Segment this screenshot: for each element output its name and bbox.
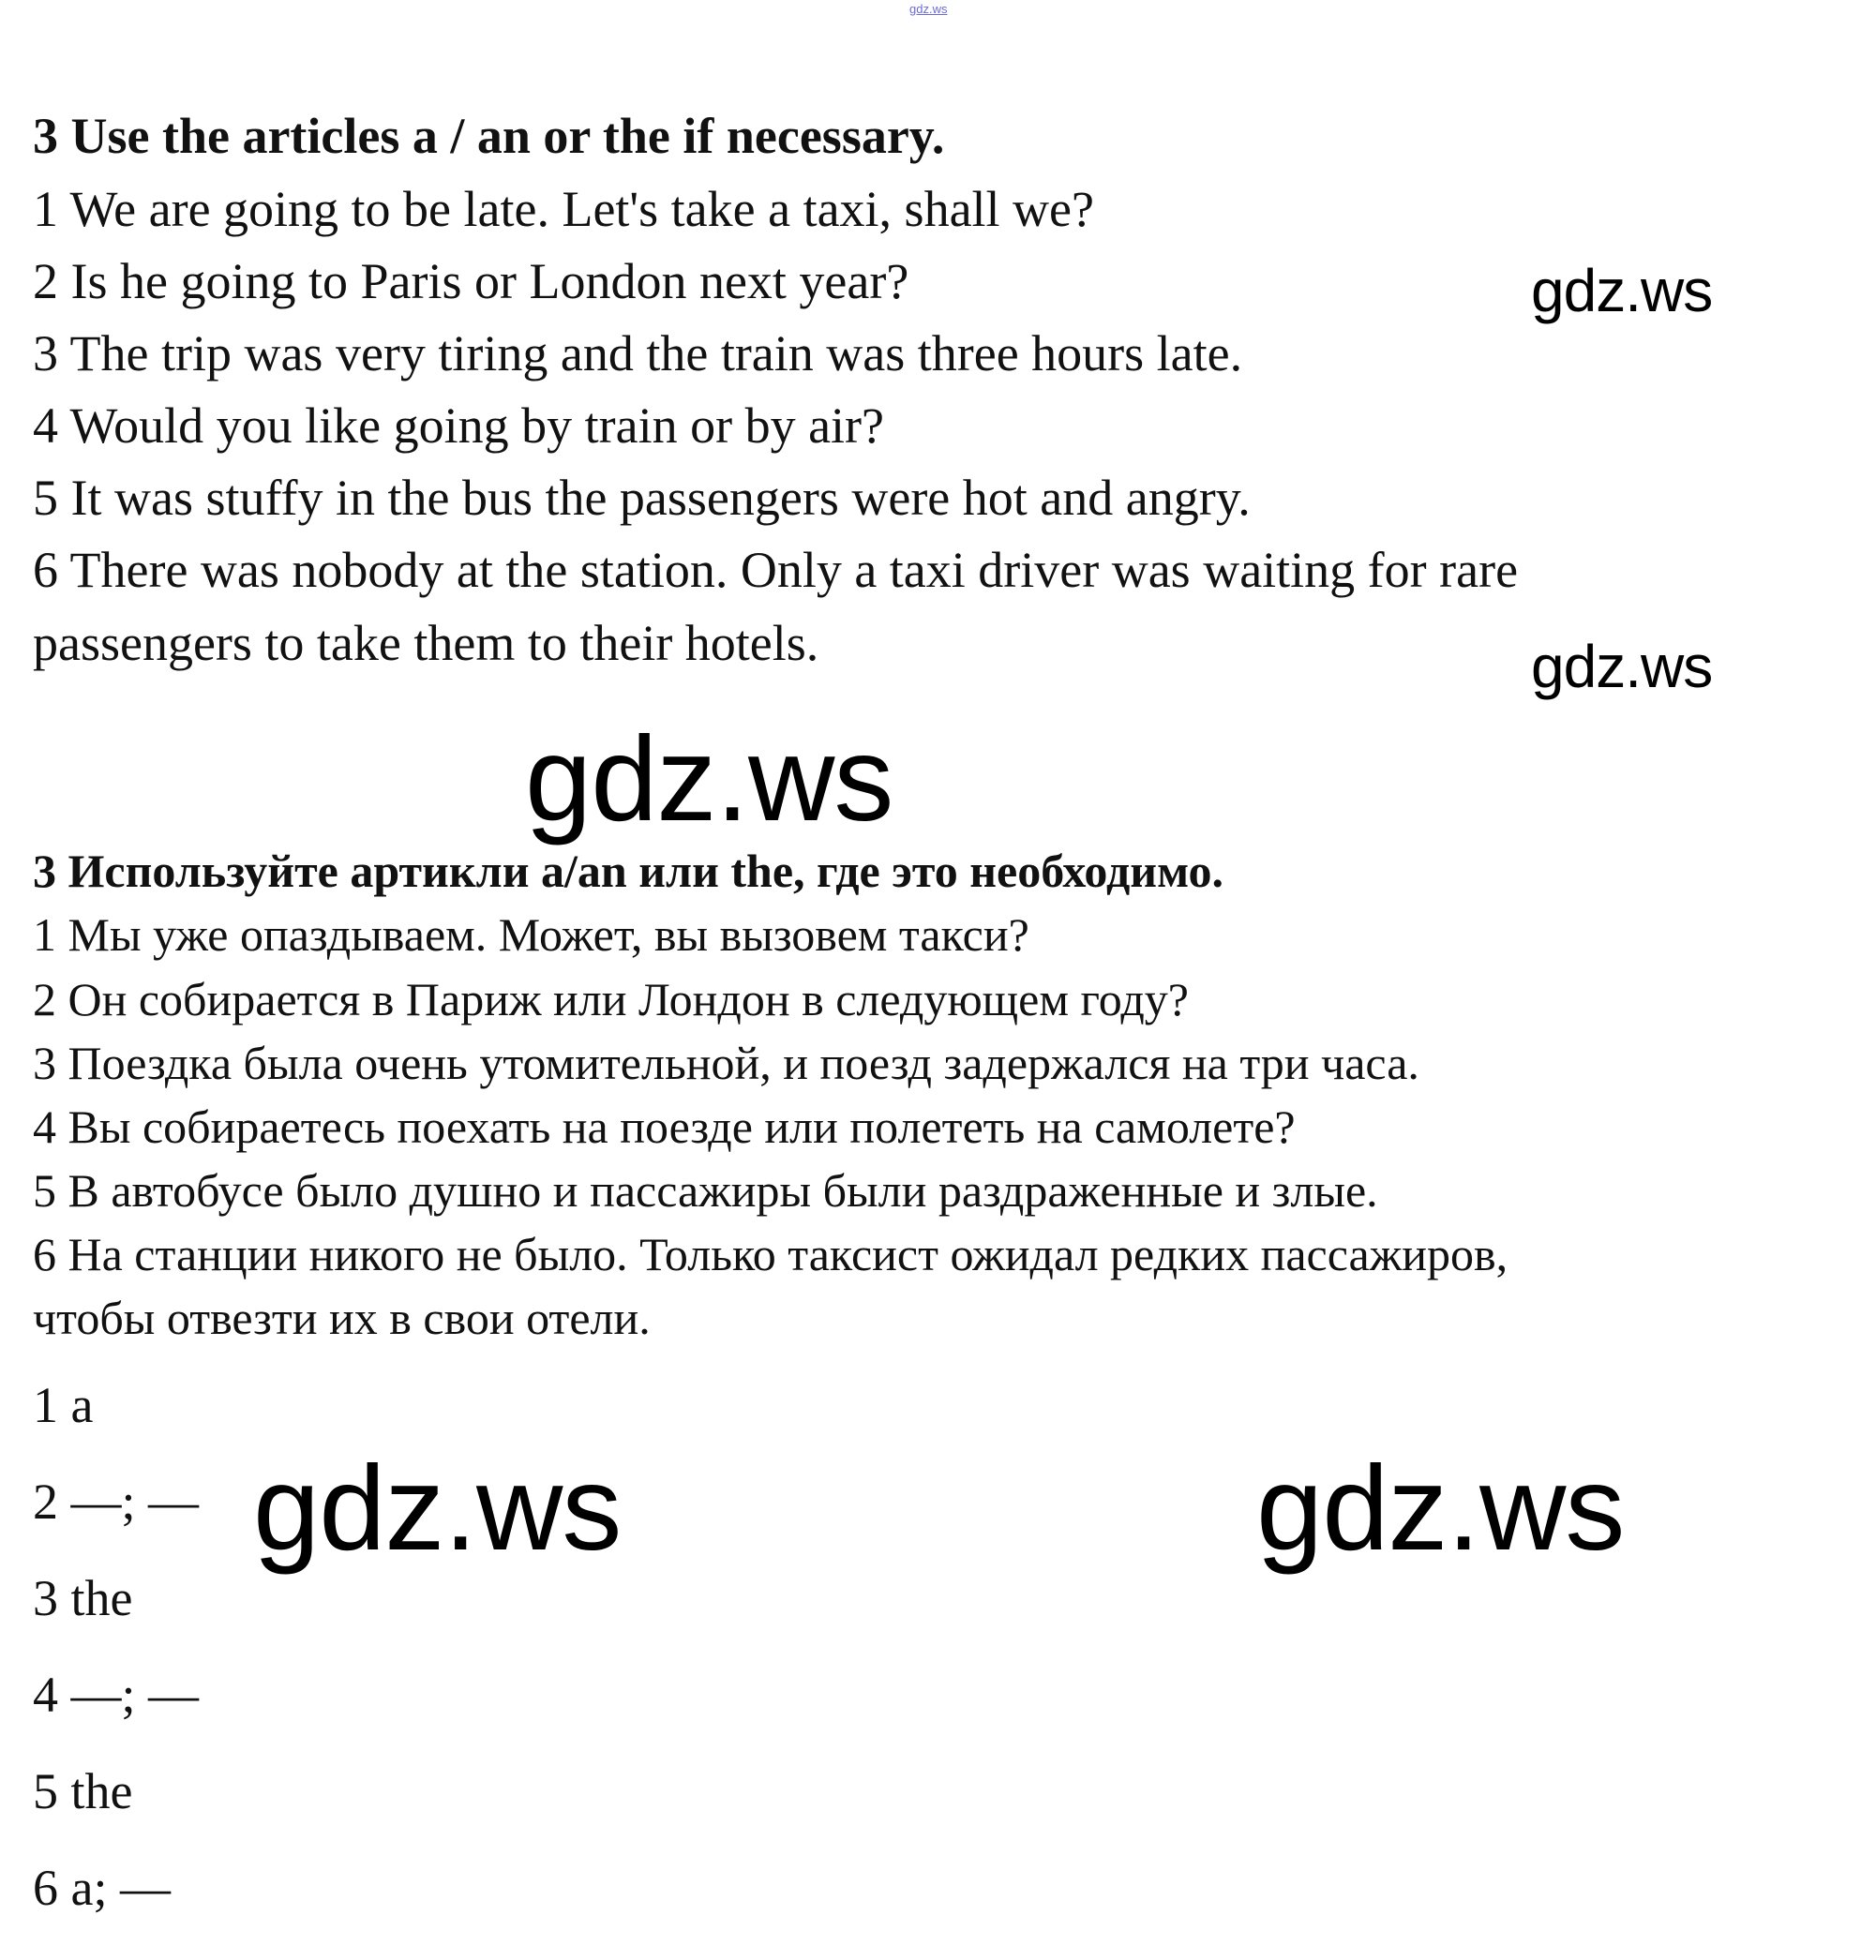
- watermark: gdz.ws: [253, 1442, 622, 1576]
- watermark: gdz.ws: [1531, 257, 1713, 324]
- answer-4: 4 —; —: [33, 1667, 200, 1723]
- exercise-heading-en: 3 Use the articles a / an or the if necessary.: [33, 108, 945, 164]
- sentence-ru-3: 3 Поездка была очень утомительной, и поезд задержался на три часа.: [33, 1037, 1419, 1089]
- sentence-en-1: 1 We are going to be late. Let's take a taxi, shall we?: [33, 181, 1094, 237]
- sentence-ru-4: 4 Вы собираетесь поехать на поезде или полететь на самолете?: [33, 1100, 1296, 1153]
- answer-5: 5 the: [33, 1763, 133, 1819]
- answer-1: 1 a: [33, 1377, 94, 1433]
- sentence-ru-6-continued: чтобы отвезти их в свои отели.: [33, 1292, 651, 1344]
- sentence-ru-6: 6 На станции никого не было. Только таксист ожидал редких пассажиров,: [33, 1228, 1508, 1280]
- site-mark-link[interactable]: gdz.ws: [909, 2, 948, 16]
- sentence-ru-1: 1 Мы уже опаздываем. Может, вы вызовем такси?: [33, 908, 1029, 961]
- sentence-en-5: 5 It was stuffy in the bus the passengers were hot and angry.: [33, 470, 1251, 526]
- sentence-ru-2: 2 Он собирается в Париж или Лондон в следующем году?: [33, 973, 1189, 1025]
- sentence-en-6-continued: passengers to take them to their hotels.: [33, 615, 819, 671]
- answer-6: 6 a; —: [33, 1860, 171, 1916]
- answer-2: 2 —; —: [33, 1474, 200, 1530]
- exercise-heading-ru: 3 Используйте артикли a/an или the, где это необходимо.: [33, 845, 1223, 897]
- sentence-en-6: 6 There was nobody at the station. Only a taxi driver was waiting for rare: [33, 542, 1519, 598]
- sentence-en-3: 3 The trip was very tiring and the train was three hours late.: [33, 325, 1243, 382]
- watermark: gdz.ws: [1256, 1442, 1625, 1576]
- sentence-ru-5: 5 В автобусе было душно и пассажиры были раздраженные и злые.: [33, 1164, 1378, 1217]
- sentence-en-4: 4 Would you like going by train or by air?: [33, 397, 885, 454]
- watermark: gdz.ws: [1531, 633, 1713, 700]
- sentence-en-2: 2 Is he going to Paris or London next year?: [33, 253, 909, 309]
- answer-3: 3 the: [33, 1570, 133, 1626]
- watermark: gdz.ws: [525, 712, 893, 846]
